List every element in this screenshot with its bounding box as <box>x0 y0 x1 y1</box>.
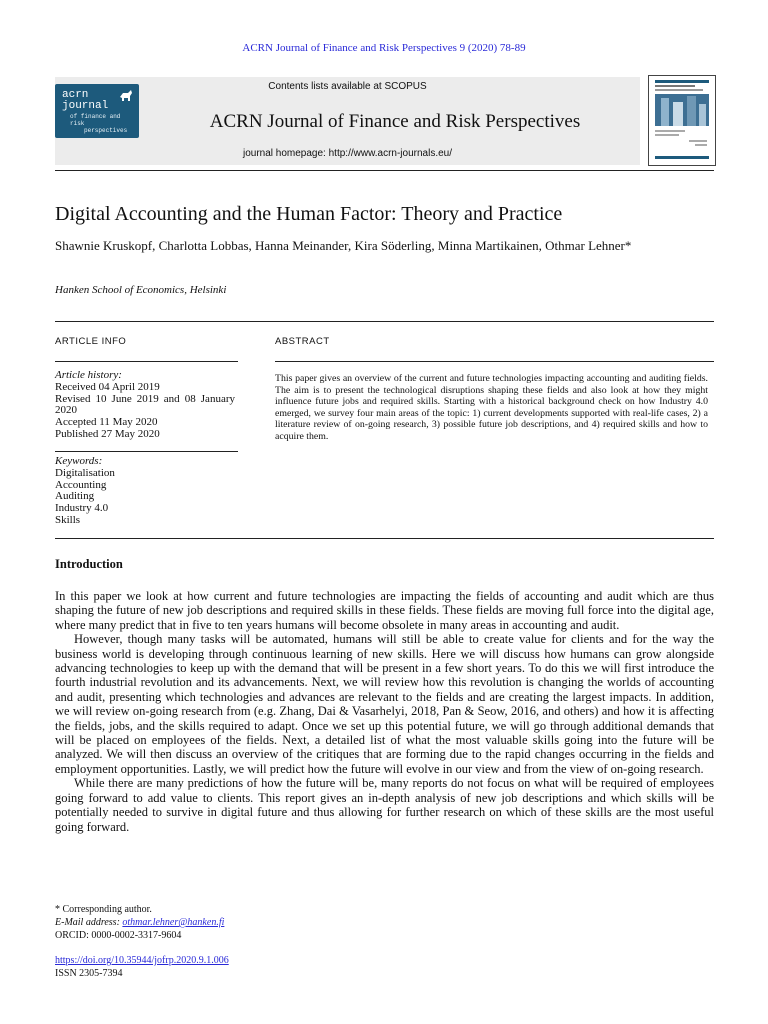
keyword-item: Skills <box>55 513 81 526</box>
keyword-item: Digitalisation <box>55 466 115 479</box>
contents-available-line: Contents lists available at SCOPUS <box>268 81 427 92</box>
email-line <box>55 917 224 928</box>
keyword-item: Industry 4.0 <box>55 502 109 515</box>
abstract-heading: ABSTRACT <box>275 336 330 347</box>
logo-subtitle <box>70 113 134 134</box>
keyword-item: Auditing <box>55 490 95 503</box>
journal-homepage <box>55 148 640 159</box>
logo-sub-line1: of finance and risk <box>70 113 121 127</box>
paragraph: In this paper we look at how current and future technologies are impacting the fields of accounting and audit which are thus shaping the future of new job descriptions and required skills in these fields. These fields are moving full force into the digital age, where many predict that in five to ten years humans will become obsolete in many areas in accounting and audit. <box>55 589 714 632</box>
article-title: Digital Accounting and the Human Factor: Theory and Practice <box>55 203 563 225</box>
article-info-divider <box>55 361 238 362</box>
keyword-item: Accounting <box>55 478 107 491</box>
homepage-label: journal homepage: <box>242 148 329 159</box>
history-revised: Revised 10 June 2019 and 08 January 2020 <box>55 392 235 417</box>
logo-sub-line2: perspectives <box>84 127 128 134</box>
corresponding-author-note: * Corresponding author. <box>55 904 152 915</box>
doi-link[interactable]: https://doi.org/10.35944/jofrp.2020.9.1.006 <box>55 955 229 966</box>
journal-name: ACRN Journal of Finance and Risk Perspectives <box>209 111 581 132</box>
header-divider <box>55 170 714 171</box>
introduction-heading: Introduction <box>55 557 123 571</box>
logo-word-journal: journal <box>62 100 109 112</box>
history-received: Received 04 April 2019 <box>55 380 160 393</box>
keywords-divider <box>55 451 238 452</box>
cover-art <box>649 76 715 165</box>
email-label: E-Mail address: <box>55 917 123 928</box>
journal-citation-line <box>0 42 768 54</box>
issn: ISSN 2305-7394 <box>55 968 123 979</box>
doi-line <box>55 955 229 966</box>
orcid: ORCID: 0000-0002-3317-9604 <box>55 930 182 941</box>
journal-citation-link[interactable]: ACRN Journal of Finance and Risk Perspectives 9 (2020) 78-89 <box>242 42 526 54</box>
paragraph: However, though many tasks will be automated, humans will still be able to create value for clients and for the way the business world is developing through continuous learning of new skills. Here we will discuss how humans can grow alongside advancing technologies to keep up with the demand that will be present in a few short years. To do this we will first introduce the fourth industrial revolution and its advancements. Next, we will review how this revolution is changing the worlds of accounting and audit, presenting which technologies and advances are relevant to the fields and are creating the largest impacts. In addition, we will review on-going research from (e.g. Zhang, Dai & Vasarhelyi, 2018, Pan & Seow, 2016, and others) and how it is affecting the fields, jobs, and the skills required to adapt. Once we set up this potential future, we will go through additional demands that will be placed on employees of the fields. Next, a detailed list of what the most valuable skills going into the future will be analyzed. We will then discuss an overview of the critiques that are forming due to the rapid changes occurring in the fields and employment opportunities. Lastly, we will predict how the future will evolve in our view and from the view of on-going research. <box>55 632 714 776</box>
journal-cover-thumbnail <box>648 75 716 166</box>
logo-word-acrn: acrn <box>62 89 89 101</box>
abstract-text: This paper gives an overview of the current and future technologies impacting accounting and auditing fields. The aim is to present the technological disruptions shaping these fields and also look at how they might influence future jobs and required skills. Starting with a historical background check on how Industry 4.0 emerged, we survey four main areas of the topic: 1) current developments supported with real-life cases, 2) a literature review of on-going research, 3) possible future job descriptions, and 4) required skills and how to acquire them. <box>275 373 708 442</box>
email-link[interactable]: othmar.lehner@hanken.fi <box>122 917 225 928</box>
history-accepted: Accepted 11 May 2020 <box>55 416 158 429</box>
abstract-bottom-divider <box>55 538 714 539</box>
keywords-label: Keywords: <box>55 455 103 467</box>
article-info-heading: ARTICLE INFO <box>55 336 127 347</box>
info-top-divider <box>55 321 714 322</box>
paragraph: While there are many predictions of how the future will be, many reports do not focus on what will be required of employees going forward to add value to clients. This report gives an in-depth analysis of new job descriptions and which skills will be potentially needed to survive in digital future and thus allowing for further research on which of these skills are the most useful going forward. <box>55 776 714 834</box>
article-history <box>55 370 235 441</box>
abstract-divider <box>275 361 714 362</box>
history-published: Published 27 May 2020 <box>55 427 160 440</box>
homepage-url[interactable]: http://www.acrn-journals.eu/ <box>328 148 452 159</box>
history-label: Article history: <box>55 369 122 381</box>
author-list: Shawnie Kruskopf, Charlotta Lobbas, Hanna Meinander, Kira Söderling, Minna Martikainen, Othmar Lehner* <box>55 238 632 253</box>
affiliation: Hanken School of Economics, Helsinki <box>55 284 227 296</box>
logo-wordmark <box>62 90 108 112</box>
introduction-body <box>55 589 714 834</box>
keywords-block <box>55 456 235 527</box>
